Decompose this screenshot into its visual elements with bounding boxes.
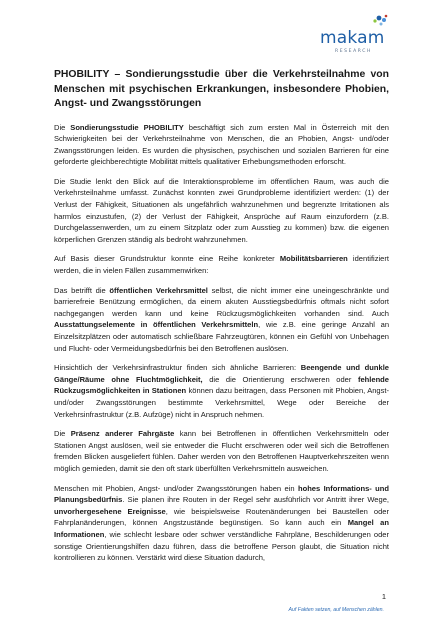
page-number: 1 <box>381 592 386 601</box>
bold-text: Ausstattungselemente in öffentlichen Verkehrsmitteln <box>54 320 259 330</box>
bold-text: unvorhergesehene Ereignisse <box>54 506 166 516</box>
title-rest: – Sondierungsstudie über die Verkehrsteilnahme von Menschen mit psychischen Erkrankungen, insbesondere Phobien, Angst- und Zwangsstörungen <box>54 69 389 109</box>
logo-subtitle: RESEARCH <box>335 49 372 54</box>
text: können dazu beitragen, dass Personen mit Phobien, Angst- und/oder Zwangsstörungen bestimmte Verkehrsmittel, Wege oder Bereiche der Verkehrsinfrastruktur (z.B. Aufzüge) nicht in Anspruch nehmen. <box>54 386 390 419</box>
bold-text: Mobilitätsbarrieren <box>279 254 348 264</box>
text: , wie z.B. eine geringe Anzahl an Einzelsitzplätzen oder automatisch schließbare Fahrzeugtüren, können ein Gefühl von Unbehagen und Flucht- oder Vermeidungsbedürfnis bei den Betroffenen auslösen. <box>54 320 390 353</box>
bold-text: öffentlichen Verkehrsmittel <box>109 285 208 295</box>
paragraph-infrastruktur <box>54 362 389 420</box>
text: Auf Basis dieser Grundstruktur konnte eine Reihe konkreter <box>54 254 280 264</box>
text: Die <box>54 429 71 439</box>
text: kann bei Betroffenen in öffentlichen Verkehrsmitteln oder Stationen Angst auslösen, weil sie entweder die Flucht erschweren oder weil sich die Betroffenen fremden Blicken ausgeliefert fühlen. Daher werden von den Betroffenen Hauptverkehrszeiten wenn möglich gemieden, damit sie den oft stark überfüllten Verkehrsmitteln ausweichen. <box>54 429 390 473</box>
paragraph-grundprobleme: Die Studie lenkt den Blick auf die Interaktionsprobleme im öffentlichen Raum, was auch die Verkehrsteilnahme umfasst. Zunächst konnten zwei Grundprobleme identifiziert werden: (1) der Verlust der Fähigkeit, Situationen als ungefährlich wahrzunehmen und begrenzte Irritationen als harmlos einzustufen, (2) der Verlust der Fähigkeit, Ansprüche auf Raum einzufordern (z.B. Durchgelassenwerden, um zu einem Sitzplatz oder zum Ausstieg zu kommen) bzw. die eigenen körperlichen Grenzen ständig als bedroht wahrzunehmen. <box>54 176 389 244</box>
makam-logo <box>314 14 396 60</box>
document-body <box>54 68 389 572</box>
bold-text: hohes Informations- und Planungsbedürfnis <box>54 483 389 505</box>
text: Das betrifft die <box>54 285 110 295</box>
document-title <box>54 68 389 112</box>
bold-text: Sondierungsstudie PHOBILITY <box>70 122 184 132</box>
text: , wie schlecht lesbare oder schwer verständliche Fahrpläne, Beschilderungen oder sonstige Orientierungshilfen dazu führen, dass die betroffene Person glaubt, die Situation nicht kontrollieren zu können. Verstärkt wird diese Situation dadurch, <box>54 529 389 563</box>
bold-text: Präsenz anderer Fahrgäste <box>70 429 175 439</box>
text: identifiziert werden, die in vielen Fällen zusammenwirken: <box>54 254 389 276</box>
footer-slogan: Auf Fakten setzen, auf Menschen zählen. <box>288 607 384 613</box>
text: selbst, die nicht immer eine uneingeschränkte und barrierefreie Benützung ermöglichen, da einem akuten Ausstiegsbedürfnis oftmals nicht sofort nachgegangen werden kann und keine Rückzugsmöglichkeiten vorhanden sind. Auch <box>54 285 389 318</box>
paragraph-verkehrsmittel <box>54 285 389 355</box>
bold-text: Beengende und dunkle Gänge/Räume ohne Fluchtmöglichkeit, <box>54 363 389 384</box>
text: Menschen mit Phobien, Angst- und/oder Zwangsstörungen haben ein <box>54 483 298 493</box>
text: . Sie planen ihre Routen in der Regel sehr ausführlich vor Antritt ihrer Wege, <box>122 495 389 505</box>
text: , wie beispielsweise Routenänderungen bei Baustellen oder Fahrplanänderungen, können Angstzustände begünstigen. So kann auch ein <box>54 506 389 528</box>
bold-text: Mangel an Informationen <box>54 518 389 539</box>
paragraph-intro <box>54 122 389 168</box>
text: Die <box>54 122 71 132</box>
paragraph-information <box>54 483 389 564</box>
text: die die Orientierung erschweren oder <box>202 374 358 384</box>
text: beschäftigt sich zum ersten Mal in Österreich mit den Schwierigkeiten bei der Verkehrsteilnahme von Menschen, die an Phobien, Angst- und/oder Zwangsstörungen leiden. Es wurden die physischen, psychischen und sozialen Barrieren für eine geforderte gleichberechtigte Mobilität mittels qualitativer Erhebungsmethoden erforscht. <box>54 122 389 167</box>
text: Hinsichtlich der Verkehrsinfrastruktur finden sich ähnliche Barrieren: <box>54 363 301 373</box>
title-name: PHOBILITY <box>54 69 110 80</box>
bold-text: fehlende Rückzugsmöglichkeiten in Stationen <box>54 374 389 396</box>
paragraph-barrieren-intro <box>54 253 389 276</box>
logo-wordmark: makam <box>320 28 385 48</box>
paragraph-fahrgaeste <box>54 428 389 474</box>
